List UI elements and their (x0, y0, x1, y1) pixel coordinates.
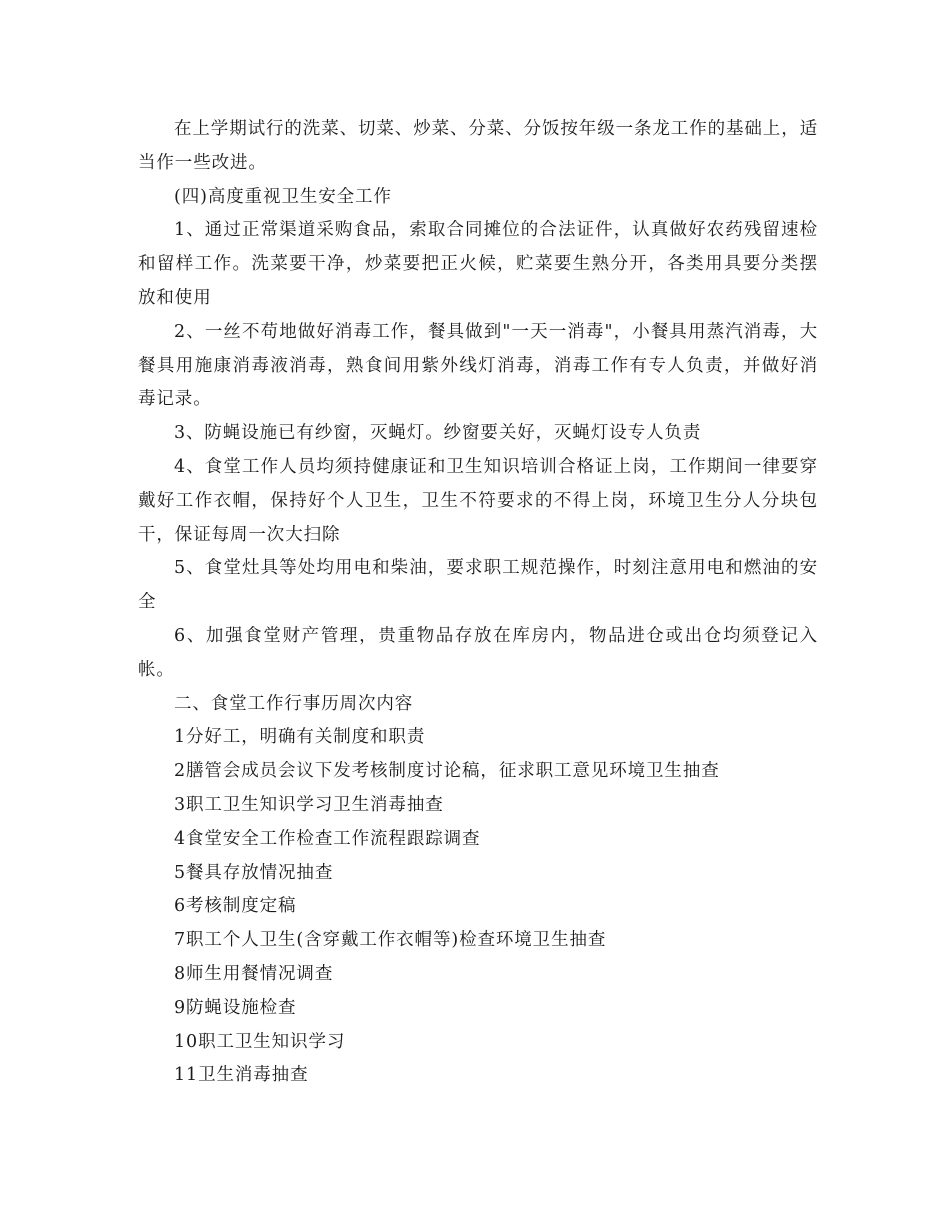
list-item: 11卫生消毒抽查 (174, 1065, 309, 1086)
list-item: 7职工个人卫生(含穿戴工作衣帽等)检查环境卫生抽查 (174, 930, 607, 951)
paragraph-stove-safety: 5、食堂灶具等处均用电和柴油，要求职工规范操作，时刻注意用电和燃油的安全 (138, 558, 818, 613)
list-item: 6考核制度定稿 (174, 896, 297, 917)
list-item: 9防蝇设施检查 (174, 997, 297, 1018)
list-item: 2膳管会成员会议下发考核制度讨论稿，征求职工意见环境卫生抽查 (174, 761, 720, 782)
paragraph-property-management: 6、加强食堂财产管理，贵重物品存放在库房内，物品进仓或出仓均须登记入帐。 (138, 625, 818, 680)
section-heading-hygiene-safety: (四)高度重视卫生安全工作 (174, 186, 392, 207)
list-item: 4食堂安全工作检查工作流程跟踪调查 (174, 828, 481, 849)
schedule-list (138, 721, 818, 1093)
paragraph-improvement: 在上学期试行的洗菜、切菜、炒菜、分菜、分饭按年级一条龙工作的基础上，适当作一些改进。 (138, 119, 818, 173)
paragraph-fly-control: 3、防蝇设施已有纱窗，灭蝇灯。纱窗要关好，灭蝇灯设专人负责 (174, 423, 702, 444)
list-item: 8师生用餐情况调查 (174, 963, 334, 984)
paragraph-disinfection: 2、一丝不苟地做好消毒工作，餐具做到"一天一消毒"，小餐具用蒸汽消毒，大餐具用施康消毒液消毒，熟食间用紫外线灯消毒，消毒工作有专人负责，并做好消毒记录。 (138, 321, 818, 410)
list-item: 10职工卫生知识学习 (174, 1031, 346, 1052)
paragraph-procurement: 1、通过正常渠道采购食品，索取合同摊位的合法证件，认真做好农药残留速检和留样工作。洗菜要干净，炒菜要把正火候，贮菜要生熟分开，各类用具要分类摆放和使用 (138, 220, 818, 308)
section-heading-schedule: 二、食堂工作行事历周次内容 (174, 693, 414, 714)
list-item: 1分好工，明确有关制度和职责 (174, 727, 426, 748)
list-item: 5餐具存放情况抽查 (174, 862, 334, 883)
list-item: 3职工卫生知识学习卫生消毒抽查 (174, 794, 444, 815)
paragraph-staff-health: 4、食堂工作人员均须持健康证和卫生知识培训合格证上岗，工作期间一律要穿戴好工作衣帽，保持好个人卫生，卫生不符要求的不得上岗，环境卫生分人分块包干，保证每周一次大扫除 (138, 456, 818, 545)
document-body (138, 113, 818, 1093)
